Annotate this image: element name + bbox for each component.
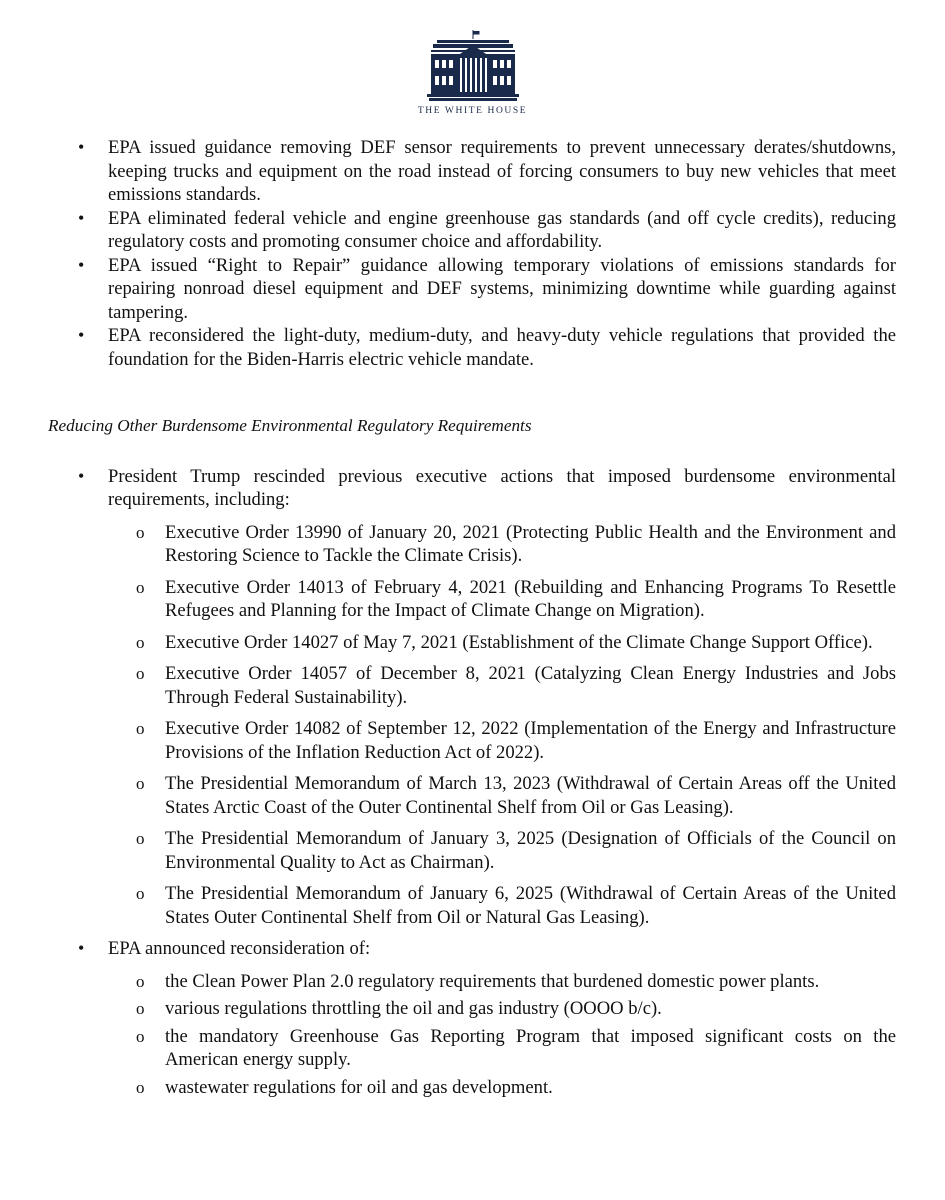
list-item: • EPA issued “Right to Repair” guidance allowing temporary violations of emissions standards for repairing nonroad diesel equipment and DEF systems, minimizing downtime while guarding against tampering. [48, 254, 896, 325]
reconsider-text: • EPA announced reconsideration of: [108, 938, 371, 959]
sub-list-item: o Executive Order 14027 of May 7, 2021 (Establishment of the Climate Change Support Office). [108, 631, 896, 655]
sub-list-item: o the Clean Power Plan 2.0 regulatory requirements that burdened domestic power plants. [108, 970, 896, 994]
sub-list-item: o The Presidential Memorandum of January 3, 2025 (Designation of Officials of the Council on Environmental Quality to Act as Chairman). [108, 827, 896, 874]
list-item: • EPA eliminated federal vehicle and engine greenhouse gas standards (and off cycle credits), reducing regulatory costs and promoting consumer choice and affordability. [48, 207, 896, 254]
sub-list-item: o Executive Order 13990 of January 20, 2021 (Protecting Public Health and the Environment and Restoring Science to Tackle the Climate Crisis). [108, 521, 896, 568]
list-item: • EPA reconsidered the light-duty, medium-duty, and heavy-duty vehicle regulations that provided the foundation for the Biden-Harris electric vehicle mandate. [48, 324, 896, 371]
rescind-bullet [48, 465, 896, 930]
rescind-text: • President Trump rescinded previous executive actions that imposed burdensome environmental requirements, including: [108, 465, 896, 510]
list-item: • EPA issued guidance removing DEF sensor requirements to prevent unnecessary derates/shutdowns, keeping trucks and equipment on the road instead of forcing consumers to buy new vehicles that meet emissions standards. [48, 136, 896, 207]
rescind-sub-list [108, 521, 896, 930]
sub-list-item: o Executive Order 14082 of September 12, 2022 (Implementation of the Energy and Infrastructure Provisions of the Inflation Reduction Act of 2022). [108, 717, 896, 764]
sub-list-item: o Executive Order 14057 of December 8, 2021 (Catalyzing Clean Energy Industries and Jobs Through Federal Sustainability). [108, 662, 896, 709]
top-bullet-list [48, 136, 896, 371]
sub-list-item: o The Presidential Memorandum of January 6, 2025 (Withdrawal of Certain Areas of the United States Outer Continental Shelf from Oil or Natural Gas Leasing). [108, 882, 896, 929]
sub-list-item: o wastewater regulations for oil and gas development. [108, 1076, 896, 1100]
reconsider-sub-list [108, 970, 896, 1100]
sub-list-item: o the mandatory Greenhouse Gas Reporting Program that imposed significant costs on the American energy supply. [108, 1025, 896, 1072]
white-house-logo [0, 30, 945, 116]
section-heading: Reducing Other Burdensome Environmental Regulatory Requirements [48, 416, 532, 435]
logo-text: THE WHITE HOUSE [417, 106, 528, 116]
sub-list-item: o Executive Order 14013 of February 4, 2021 (Rebuilding and Enhancing Programs To Resettle Refugees and Planning for the Impact of Climate Change on Migration). [108, 576, 896, 623]
white-house-logo-icon [427, 30, 519, 102]
sub-list-item: o various regulations throttling the oil and gas industry (OOOO b/c). [108, 997, 896, 1021]
reconsider-bullet [48, 937, 896, 1099]
sub-list-item: o The Presidential Memorandum of March 13, 2023 (Withdrawal of Certain Areas off the United States Arctic Coast of the Outer Continental Shelf from Oil or Gas Leasing). [108, 772, 896, 819]
rescind-bullet-list [48, 465, 896, 1100]
document-body [48, 136, 896, 1103]
